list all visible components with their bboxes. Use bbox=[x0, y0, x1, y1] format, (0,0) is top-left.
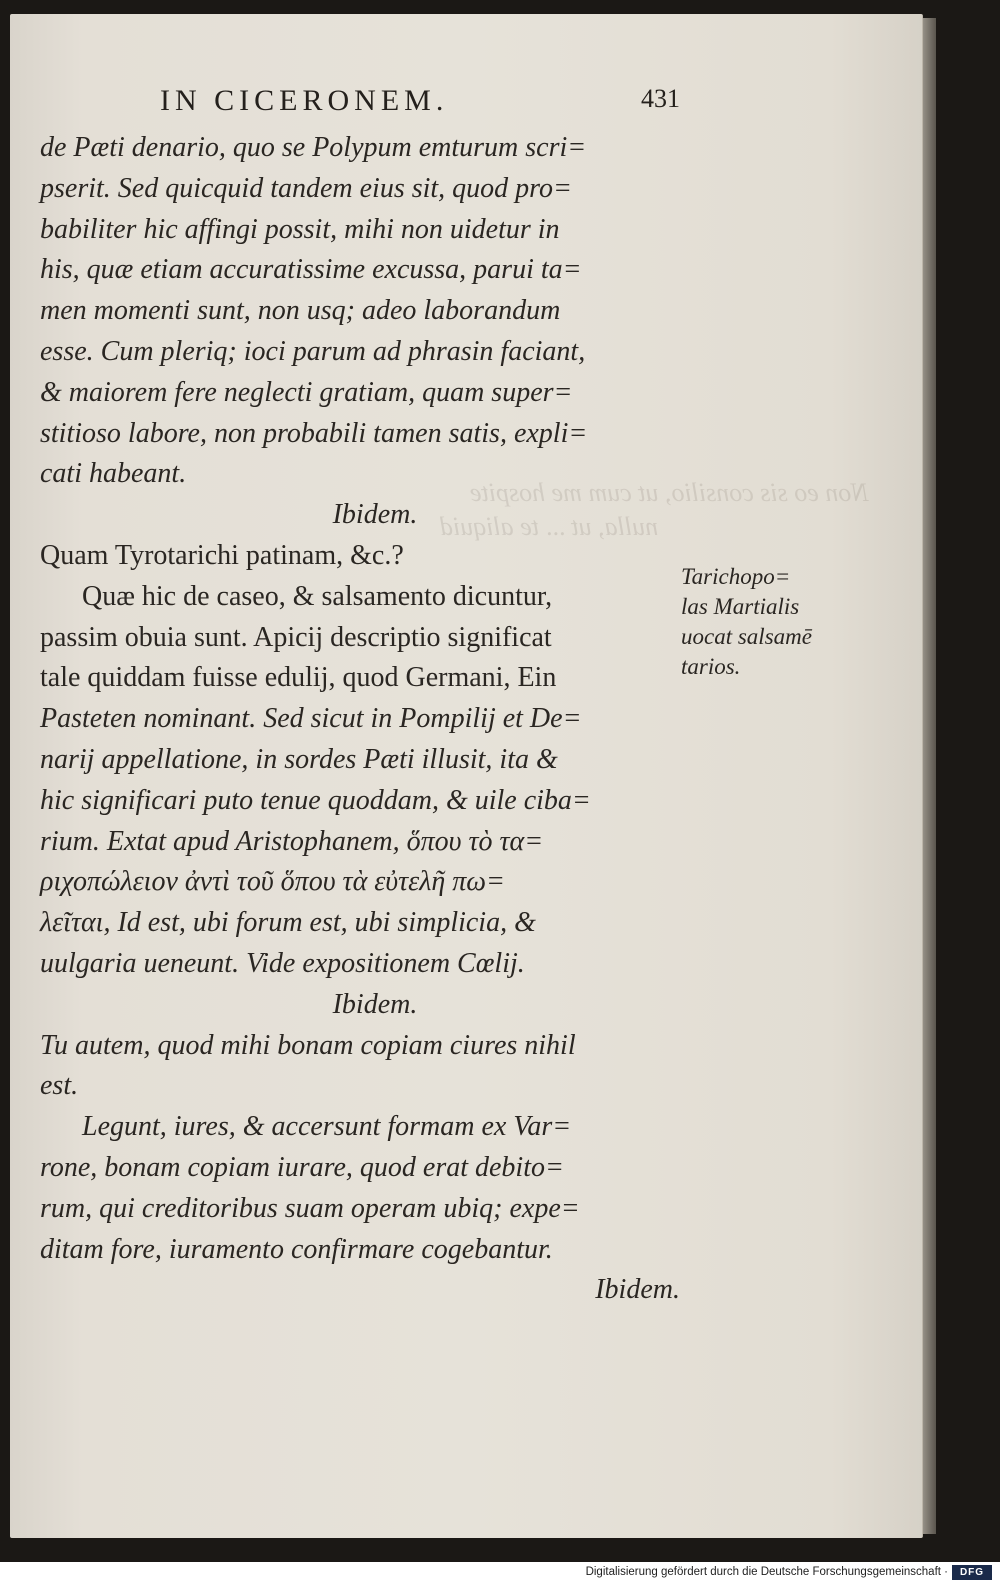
lemma-line: Quam Tyrotarichi patinam, &c.? bbox=[40, 539, 404, 571]
margin-note-line: uocat salsamē bbox=[681, 624, 812, 649]
text-line: est. bbox=[40, 1070, 79, 1102]
text-line: stitioso labore, non probabili tamen satis, expli= bbox=[40, 417, 588, 449]
text-line: & maiorem fere neglecti gratiam, quam super= bbox=[40, 376, 573, 408]
show-through-text: nulla, ut ... te aliquid bbox=[440, 512, 659, 541]
text-line: his, quæ etiam accuratissime excussa, parui ta= bbox=[40, 254, 582, 286]
section-heading: Ibidem. bbox=[332, 499, 418, 531]
running-head: IN CICERONEM. bbox=[160, 84, 449, 117]
text-line: λεῖται, Id est, ubi forum est, ubi simplicia, & bbox=[40, 907, 536, 939]
page-header bbox=[160, 84, 680, 124]
text-line: tale quiddam fuisse edulij, quod Germani, Ein bbox=[40, 662, 557, 694]
margin-note-line: las Martialis bbox=[681, 594, 800, 619]
text-line: ditam fore, iuramento confirmare cogebantur. bbox=[40, 1233, 553, 1265]
text-line: men momenti sunt, non usq; adeo laborandum bbox=[40, 295, 561, 327]
text-line: cati habeant. bbox=[40, 458, 187, 490]
text-line: hic significari puto tenue quoddam, & uile ciba= bbox=[40, 784, 591, 816]
margin-note bbox=[681, 562, 861, 682]
lemma-line: Tu autem, quod mihi bonam copiam ciures nihil bbox=[40, 1029, 576, 1061]
main-text bbox=[40, 128, 680, 1311]
text-line: rium. Extat apud Aristophanem, ὅπου τὸ τα= bbox=[40, 825, 544, 857]
text-line: pserit. Sed quicquid tandem eius sit, quod pro= bbox=[40, 172, 572, 204]
show-through-text: Non eo sis consilio, ut cum me hospite bbox=[470, 478, 869, 507]
greek-line: ριχοπώλειον ἀντὶ τοῦ ὅπου τὰ εὐτελῆ πω= bbox=[40, 866, 505, 898]
text-line: narij appellatione, in sordes Pæti illusit, ita & bbox=[40, 743, 558, 775]
text-line: uulgaria ueneunt. Vide expositionem Cœlij. bbox=[40, 947, 525, 979]
text-line: de Pæti denario, quo se Polypum emturum scri= bbox=[40, 132, 587, 163]
text-line: rone, bonam copiam iurare, quod erat debito= bbox=[40, 1151, 564, 1183]
text-line: passim obuia sunt. Apicij descriptio significat bbox=[40, 621, 552, 653]
section-heading: Ibidem. bbox=[595, 1274, 680, 1306]
page-number: 431 bbox=[641, 84, 680, 113]
text-line: esse. Cum pleriq; ioci parum ad phrasin faciant, bbox=[40, 335, 586, 367]
page-edge bbox=[922, 18, 936, 1534]
text-line: Legunt, iures, & accersunt formam ex Var= bbox=[82, 1111, 572, 1143]
margin-note-line: tarios. bbox=[681, 654, 741, 679]
text-line: Quæ hic de caseo, & salsamento dicuntur, bbox=[82, 580, 553, 612]
text-line: rum, qui creditoribus suam operam ubiq; expe= bbox=[40, 1192, 580, 1224]
section-heading: Ibidem. bbox=[332, 988, 418, 1020]
margin-note-line: Tarichopo= bbox=[681, 564, 791, 589]
text-line: babiliter hic affingi possit, mihi non uidetur in bbox=[40, 213, 560, 245]
footer-bar bbox=[0, 1562, 1000, 1585]
text-line: Pasteten nominant. Sed sicut in Pompilij et De= bbox=[40, 703, 582, 735]
dfg-logo: DFG bbox=[952, 1565, 992, 1580]
digitization-credit: Digitalisierung gefördert durch die Deutsche Forschungsgemeinschaft · bbox=[585, 1566, 948, 1578]
